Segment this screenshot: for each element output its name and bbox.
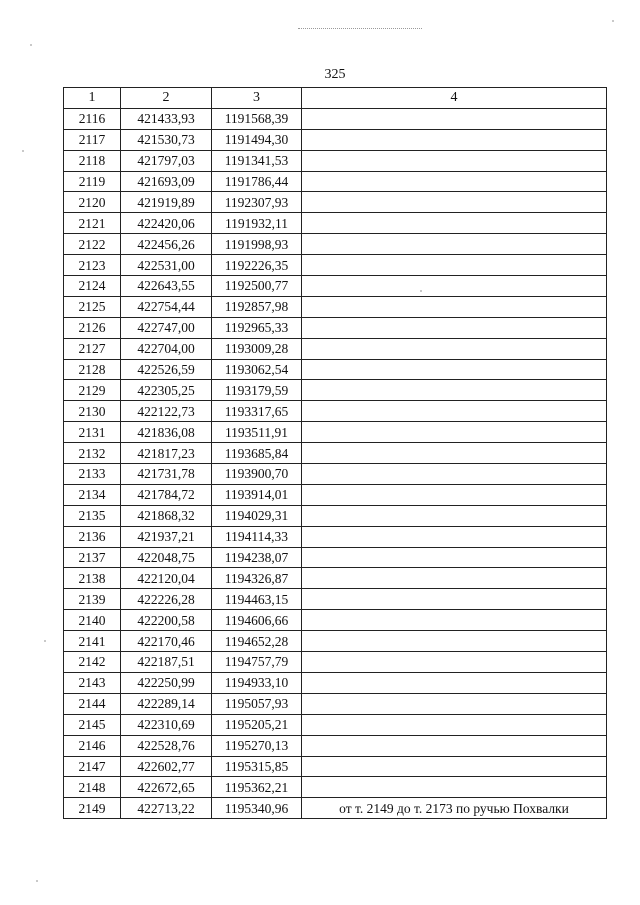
y-coordinate-cell: 1192965,33 xyxy=(212,317,302,338)
y-coordinate-cell: 1194606,66 xyxy=(212,610,302,631)
coordinates-table xyxy=(63,87,607,819)
y-coordinate-cell: 1193511,91 xyxy=(212,422,302,443)
x-coordinate-cell: 421784,72 xyxy=(121,484,212,505)
y-coordinate-cell: 1193317,65 xyxy=(212,401,302,422)
y-coordinate-cell: 1191568,39 xyxy=(212,108,302,129)
x-coordinate-cell: 421433,93 xyxy=(121,108,212,129)
x-coordinate-cell: 422456,26 xyxy=(121,234,212,255)
table-row xyxy=(64,213,607,234)
description-cell xyxy=(302,484,607,505)
description-cell xyxy=(302,672,607,693)
x-coordinate-cell: 421797,03 xyxy=(121,150,212,171)
x-coordinate-cell: 421817,23 xyxy=(121,443,212,464)
y-coordinate-cell: 1195057,93 xyxy=(212,693,302,714)
description-cell xyxy=(302,631,607,652)
point-number-cell: 2129 xyxy=(64,380,121,401)
description-cell xyxy=(302,735,607,756)
description-cell xyxy=(302,547,607,568)
x-coordinate-cell: 422526,59 xyxy=(121,359,212,380)
scan-speck xyxy=(22,150,24,152)
point-number-cell: 2116 xyxy=(64,108,121,129)
description-cell xyxy=(302,568,607,589)
point-number-cell: 2130 xyxy=(64,401,121,422)
description-cell xyxy=(302,380,607,401)
description-cell xyxy=(302,505,607,526)
point-number-cell: 2122 xyxy=(64,234,121,255)
description-cell xyxy=(302,359,607,380)
point-number-cell: 2147 xyxy=(64,756,121,777)
table-row xyxy=(64,359,607,380)
y-coordinate-cell: 1195315,85 xyxy=(212,756,302,777)
y-coordinate-cell: 1195205,21 xyxy=(212,714,302,735)
description-cell xyxy=(302,150,607,171)
table-header-row xyxy=(64,88,607,109)
y-coordinate-cell: 1194114,33 xyxy=(212,526,302,547)
description-cell xyxy=(302,338,607,359)
table-row xyxy=(64,505,607,526)
column-header-2: 2 xyxy=(121,88,212,109)
y-coordinate-cell: 1191932,11 xyxy=(212,213,302,234)
table-row xyxy=(64,756,607,777)
scan-speck xyxy=(30,44,32,46)
point-number-cell: 2144 xyxy=(64,693,121,714)
y-coordinate-cell: 1191786,44 xyxy=(212,171,302,192)
y-coordinate-cell: 1193685,84 xyxy=(212,443,302,464)
description-cell xyxy=(302,526,607,547)
point-number-cell: 2133 xyxy=(64,464,121,485)
x-coordinate-cell: 422713,22 xyxy=(121,798,212,819)
table-row xyxy=(64,693,607,714)
x-coordinate-cell: 422643,55 xyxy=(121,276,212,297)
x-coordinate-cell: 422528,76 xyxy=(121,735,212,756)
table-row xyxy=(64,317,607,338)
description-cell xyxy=(302,652,607,673)
table-row xyxy=(64,443,607,464)
x-coordinate-cell: 422122,73 xyxy=(121,401,212,422)
y-coordinate-cell: 1192226,35 xyxy=(212,255,302,276)
description-cell xyxy=(302,693,607,714)
point-number-cell: 2138 xyxy=(64,568,121,589)
table-row xyxy=(64,171,607,192)
point-number-cell: 2126 xyxy=(64,317,121,338)
point-number-cell: 2121 xyxy=(64,213,121,234)
column-header-1: 1 xyxy=(64,88,121,109)
y-coordinate-cell: 1191494,30 xyxy=(212,129,302,150)
x-coordinate-cell: 422531,00 xyxy=(121,255,212,276)
point-number-cell: 2142 xyxy=(64,652,121,673)
y-coordinate-cell: 1194238,07 xyxy=(212,547,302,568)
x-coordinate-cell: 421937,21 xyxy=(121,526,212,547)
point-number-cell: 2135 xyxy=(64,505,121,526)
point-number-cell: 2139 xyxy=(64,589,121,610)
point-number-cell: 2149 xyxy=(64,798,121,819)
point-number-cell: 2124 xyxy=(64,276,121,297)
table-row xyxy=(64,631,607,652)
table-row xyxy=(64,338,607,359)
table-row xyxy=(64,798,607,819)
scan-speck xyxy=(36,880,38,882)
point-number-cell: 2146 xyxy=(64,735,121,756)
y-coordinate-cell: 1194029,31 xyxy=(212,505,302,526)
y-coordinate-cell: 1193914,01 xyxy=(212,484,302,505)
scan-speck xyxy=(420,290,422,292)
x-coordinate-cell: 422048,75 xyxy=(121,547,212,568)
description-cell xyxy=(302,610,607,631)
page-number: 325 xyxy=(324,67,346,82)
description-cell xyxy=(302,255,607,276)
description-cell xyxy=(302,401,607,422)
y-coordinate-cell: 1193900,70 xyxy=(212,464,302,485)
x-coordinate-cell: 422704,00 xyxy=(121,338,212,359)
table-row xyxy=(64,255,607,276)
description-cell xyxy=(302,296,607,317)
point-number-cell: 2120 xyxy=(64,192,121,213)
y-coordinate-cell: 1191341,53 xyxy=(212,150,302,171)
x-coordinate-cell: 421530,73 xyxy=(121,129,212,150)
x-coordinate-cell: 422754,44 xyxy=(121,296,212,317)
point-number-cell: 2145 xyxy=(64,714,121,735)
table-row xyxy=(64,589,607,610)
description-cell xyxy=(302,171,607,192)
point-number-cell: 2136 xyxy=(64,526,121,547)
y-coordinate-cell: 1193179,59 xyxy=(212,380,302,401)
point-number-cell: 2140 xyxy=(64,610,121,631)
table-row xyxy=(64,380,607,401)
x-coordinate-cell: 422305,25 xyxy=(121,380,212,401)
y-coordinate-cell: 1194652,28 xyxy=(212,631,302,652)
scan-speck xyxy=(44,640,46,642)
x-coordinate-cell: 422672,65 xyxy=(121,777,212,798)
table-row xyxy=(64,652,607,673)
x-coordinate-cell: 422602,77 xyxy=(121,756,212,777)
description-cell xyxy=(302,213,607,234)
x-coordinate-cell: 422226,28 xyxy=(121,589,212,610)
point-number-cell: 2148 xyxy=(64,777,121,798)
description-cell xyxy=(302,234,607,255)
y-coordinate-cell: 1195362,21 xyxy=(212,777,302,798)
table-row xyxy=(64,735,607,756)
y-coordinate-cell: 1191998,93 xyxy=(212,234,302,255)
description-cell xyxy=(302,756,607,777)
point-number-cell: 2137 xyxy=(64,547,121,568)
y-coordinate-cell: 1194326,87 xyxy=(212,568,302,589)
point-number-cell: 2141 xyxy=(64,631,121,652)
table-row xyxy=(64,401,607,422)
x-coordinate-cell: 421836,08 xyxy=(121,422,212,443)
description-cell xyxy=(302,777,607,798)
description-cell xyxy=(302,276,607,297)
table-row xyxy=(64,296,607,317)
point-number-cell: 2128 xyxy=(64,359,121,380)
x-coordinate-cell: 421693,09 xyxy=(121,171,212,192)
scan-speck xyxy=(612,20,614,22)
description-cell xyxy=(302,129,607,150)
column-header-3: 3 xyxy=(212,88,302,109)
table-row xyxy=(64,547,607,568)
x-coordinate-cell: 422200,58 xyxy=(121,610,212,631)
y-coordinate-cell: 1195340,96 xyxy=(212,798,302,819)
x-coordinate-cell: 421919,89 xyxy=(121,192,212,213)
description-cell xyxy=(302,422,607,443)
point-number-cell: 2125 xyxy=(64,296,121,317)
table-row xyxy=(64,610,607,631)
header-scan-mark xyxy=(298,28,422,35)
description-cell xyxy=(302,192,607,213)
column-header-4: 4 xyxy=(302,88,607,109)
y-coordinate-cell: 1194757,79 xyxy=(212,652,302,673)
point-number-cell: 2119 xyxy=(64,171,121,192)
x-coordinate-cell: 422187,51 xyxy=(121,652,212,673)
point-number-cell: 2143 xyxy=(64,672,121,693)
x-coordinate-cell: 422289,14 xyxy=(121,693,212,714)
table-row xyxy=(64,234,607,255)
description-cell xyxy=(302,317,607,338)
description-cell xyxy=(302,443,607,464)
table-row xyxy=(64,150,607,171)
x-coordinate-cell: 421731,78 xyxy=(121,464,212,485)
table-row xyxy=(64,129,607,150)
point-number-cell: 2123 xyxy=(64,255,121,276)
table-body xyxy=(64,108,607,818)
table-row xyxy=(64,714,607,735)
table-row xyxy=(64,777,607,798)
x-coordinate-cell: 422747,00 xyxy=(121,317,212,338)
table-row xyxy=(64,464,607,485)
x-coordinate-cell: 422420,06 xyxy=(121,213,212,234)
table-row xyxy=(64,192,607,213)
description-cell: от т. 2149 до т. 2173 по ручью Похвалки xyxy=(302,798,607,819)
y-coordinate-cell: 1192307,93 xyxy=(212,192,302,213)
table-row xyxy=(64,526,607,547)
table-row xyxy=(64,108,607,129)
table-row xyxy=(64,484,607,505)
y-coordinate-cell: 1192500,77 xyxy=(212,276,302,297)
y-coordinate-cell: 1193009,28 xyxy=(212,338,302,359)
x-coordinate-cell: 422310,69 xyxy=(121,714,212,735)
point-number-cell: 2132 xyxy=(64,443,121,464)
x-coordinate-cell: 422250,99 xyxy=(121,672,212,693)
description-cell xyxy=(302,714,607,735)
point-number-cell: 2127 xyxy=(64,338,121,359)
x-coordinate-cell: 422120,04 xyxy=(121,568,212,589)
y-coordinate-cell: 1195270,13 xyxy=(212,735,302,756)
point-number-cell: 2118 xyxy=(64,150,121,171)
description-cell xyxy=(302,464,607,485)
y-coordinate-cell: 1194463,15 xyxy=(212,589,302,610)
description-cell xyxy=(302,108,607,129)
table-row xyxy=(64,568,607,589)
point-number-cell: 2117 xyxy=(64,129,121,150)
x-coordinate-cell: 421868,32 xyxy=(121,505,212,526)
y-coordinate-cell: 1193062,54 xyxy=(212,359,302,380)
point-number-cell: 2131 xyxy=(64,422,121,443)
point-number-cell: 2134 xyxy=(64,484,121,505)
y-coordinate-cell: 1192857,98 xyxy=(212,296,302,317)
table-row xyxy=(64,422,607,443)
x-coordinate-cell: 422170,46 xyxy=(121,631,212,652)
table-row xyxy=(64,672,607,693)
y-coordinate-cell: 1194933,10 xyxy=(212,672,302,693)
table-row xyxy=(64,276,607,297)
description-cell xyxy=(302,589,607,610)
